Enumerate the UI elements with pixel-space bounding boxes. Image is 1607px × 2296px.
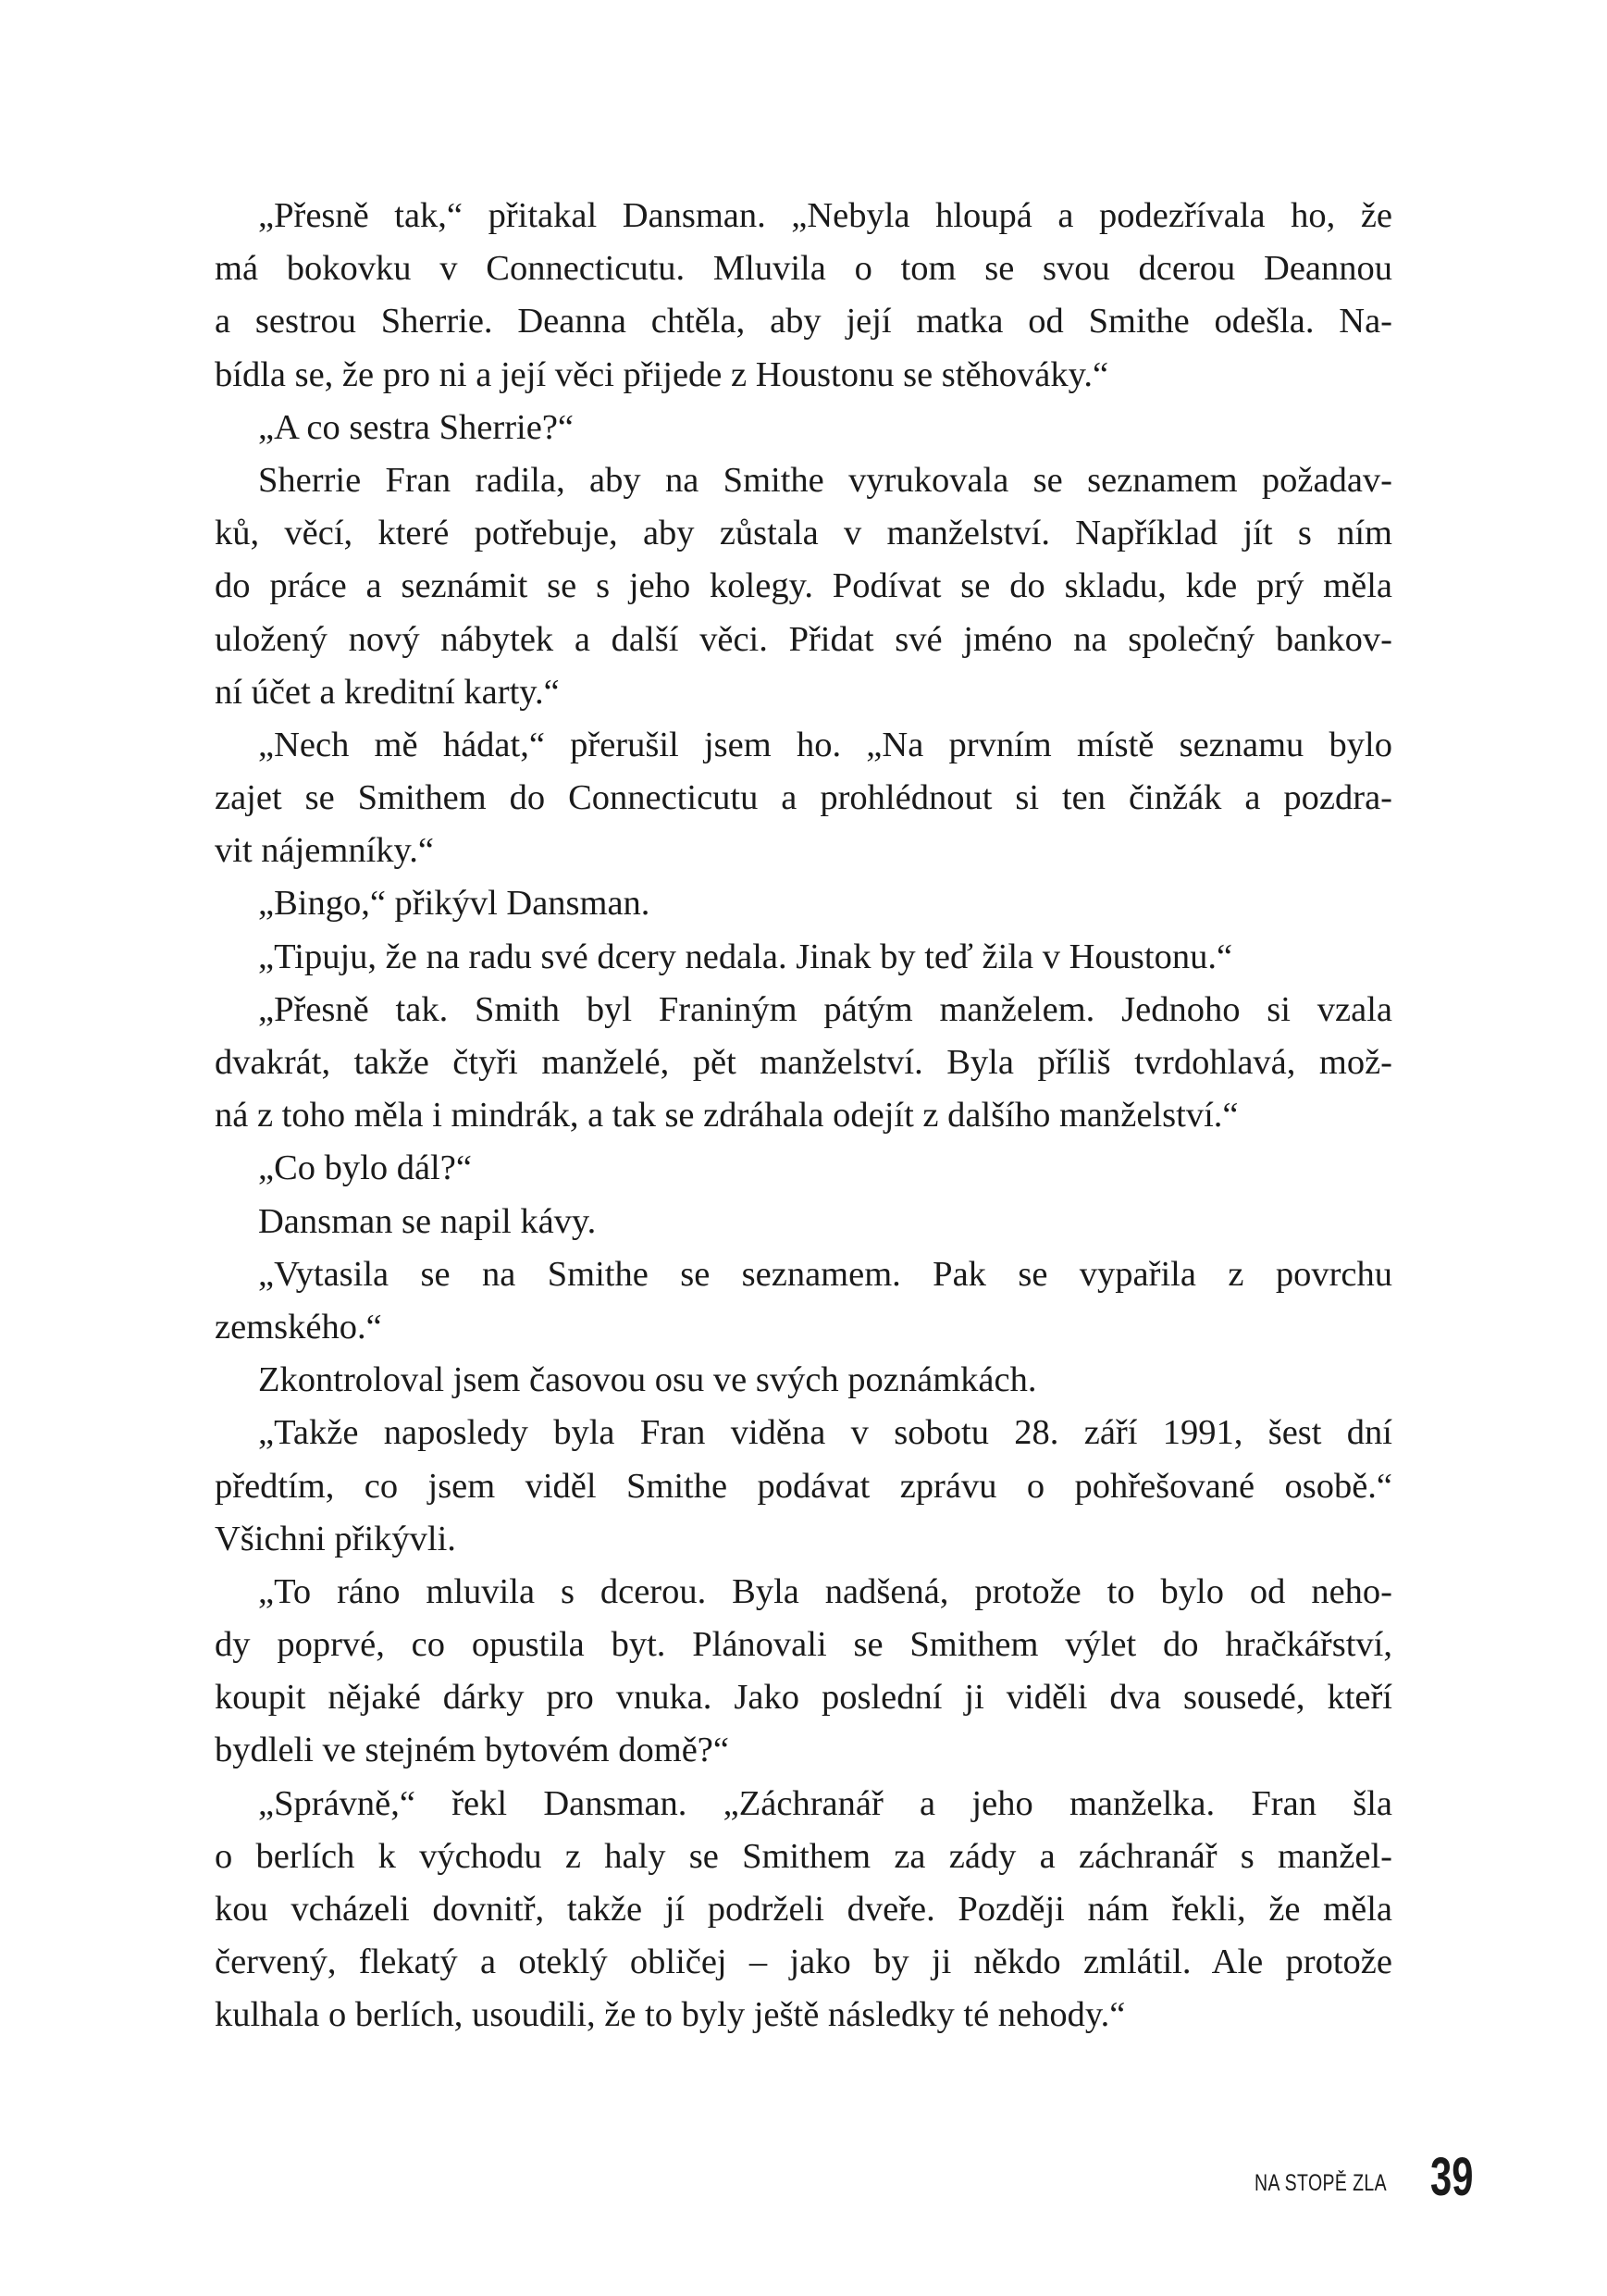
text-line: kou vcházeli dovnitř, takže jí podrželi dveře. Později nám řekli, že měla: [215, 1890, 1392, 1929]
text-line: „Nech mě hádat,“ přerušil jsem ho. „Na prvním místě seznamu bylo: [258, 725, 1392, 764]
text-line: Sherrie Fran radila, aby na Smithe vyrukovala se seznamem požadav-: [258, 460, 1392, 500]
text-line: Zkontroloval jsem časovou osu ve svých poznámkách.: [258, 1360, 1037, 1400]
text-line: bydleli ve stejném bytovém domě?“: [215, 1731, 729, 1770]
text-line: zajet se Smithem do Connecticutu a prohlédnout si ten činžák a pozdra-: [215, 778, 1392, 818]
text-line: „Přesně tak,“ přitakal Dansman. „Nebyla hloupá a podezřívala ho, že: [258, 196, 1392, 235]
text-line: uložený nový nábytek a další věci. Přidat své jméno na společný bankov-: [215, 619, 1392, 659]
text-line: „Přesně tak. Smith byl Franiným pátým manželem. Jednoho si vzala: [258, 989, 1392, 1029]
text-line: „Tipuju, že na radu své dcery nedala. Jinak by teď žila v Houstonu.“: [258, 937, 1233, 976]
text-line: zemského.“: [215, 1307, 382, 1347]
body-text: [215, 190, 1392, 2042]
text-line: červený, flekatý a oteklý obličej – jako by ji někdo zmlátil. Ale protože: [215, 1942, 1392, 1982]
text-line: bídla se, že pro ni a její věci přijede z Houstonu se stěhováky.“: [215, 354, 1109, 394]
running-footer-title: NA STOPĚ ZLA: [1255, 2170, 1388, 2196]
text-line: má bokovku v Connecticutu. Mluvila o tom se svou dcerou Deannou: [215, 249, 1392, 289]
page-number: 39: [1430, 2147, 1474, 2207]
text-line: Všichni přikývli.: [215, 1519, 456, 1558]
text-line: vit nájemníky.“: [215, 831, 434, 871]
text-line: „Takže naposledy byla Fran viděna v sobotu 28. září 1991, šest dní: [258, 1413, 1392, 1453]
text-line: Dansman se napil kávy.: [258, 1201, 597, 1241]
text-line: ní účet a kreditní karty.“: [215, 672, 560, 712]
text-line: a sestrou Sherrie. Deanna chtěla, aby její matka od Smithe odešla. Na-: [215, 302, 1392, 341]
text-line: do práce a seznámit se s jeho kolegy. Podívat se do skladu, kde prý měla: [215, 566, 1392, 606]
text-line: dy poprvé, co opustila byt. Plánovali se Smithem výlet do hračkářství,: [215, 1625, 1392, 1665]
text-line: „To ráno mluvila s dcerou. Byla nadšená, protože to bylo od neho-: [258, 1571, 1392, 1611]
text-line: kulhala o berlích, usoudili, že to byly ještě následky té nehody.“: [215, 1995, 1126, 2035]
text-line: „Co bylo dál?“: [258, 1148, 472, 1188]
text-line: koupit nějaké dárky pro vnuka. Jako poslední ji viděli dva sousedé, kteří: [215, 1678, 1392, 1718]
text-line: ků, věcí, které potřebuje, aby zůstala v manželství. Například jít s ním: [215, 514, 1392, 553]
text-line: o berlích k východu z haly se Smithem za zády a záchranář s manžel-: [215, 1836, 1392, 1876]
text-line: „Vytasila se na Smithe se seznamem. Pak se vypařila z povrchu: [258, 1254, 1392, 1294]
text-line: předtím, co jsem viděl Smithe podávat zprávu o pohřešované osobě.“: [215, 1466, 1392, 1506]
text-line: „Bingo,“ přikývl Dansman.: [258, 884, 650, 924]
text-line: ná z toho měla i mindrák, a tak se zdráhala odejít z dalšího manželství.“: [215, 1096, 1239, 1136]
text-line: dvakrát, takže čtyři manželé, pět manželství. Byla příliš tvrdohlavá, mož-: [215, 1043, 1392, 1082]
text-line: „A co sestra Sherrie?“: [258, 407, 574, 447]
text-line: „Správně,“ řekl Dansman. „Záchranář a jeho manželka. Fran šla: [258, 1783, 1392, 1823]
